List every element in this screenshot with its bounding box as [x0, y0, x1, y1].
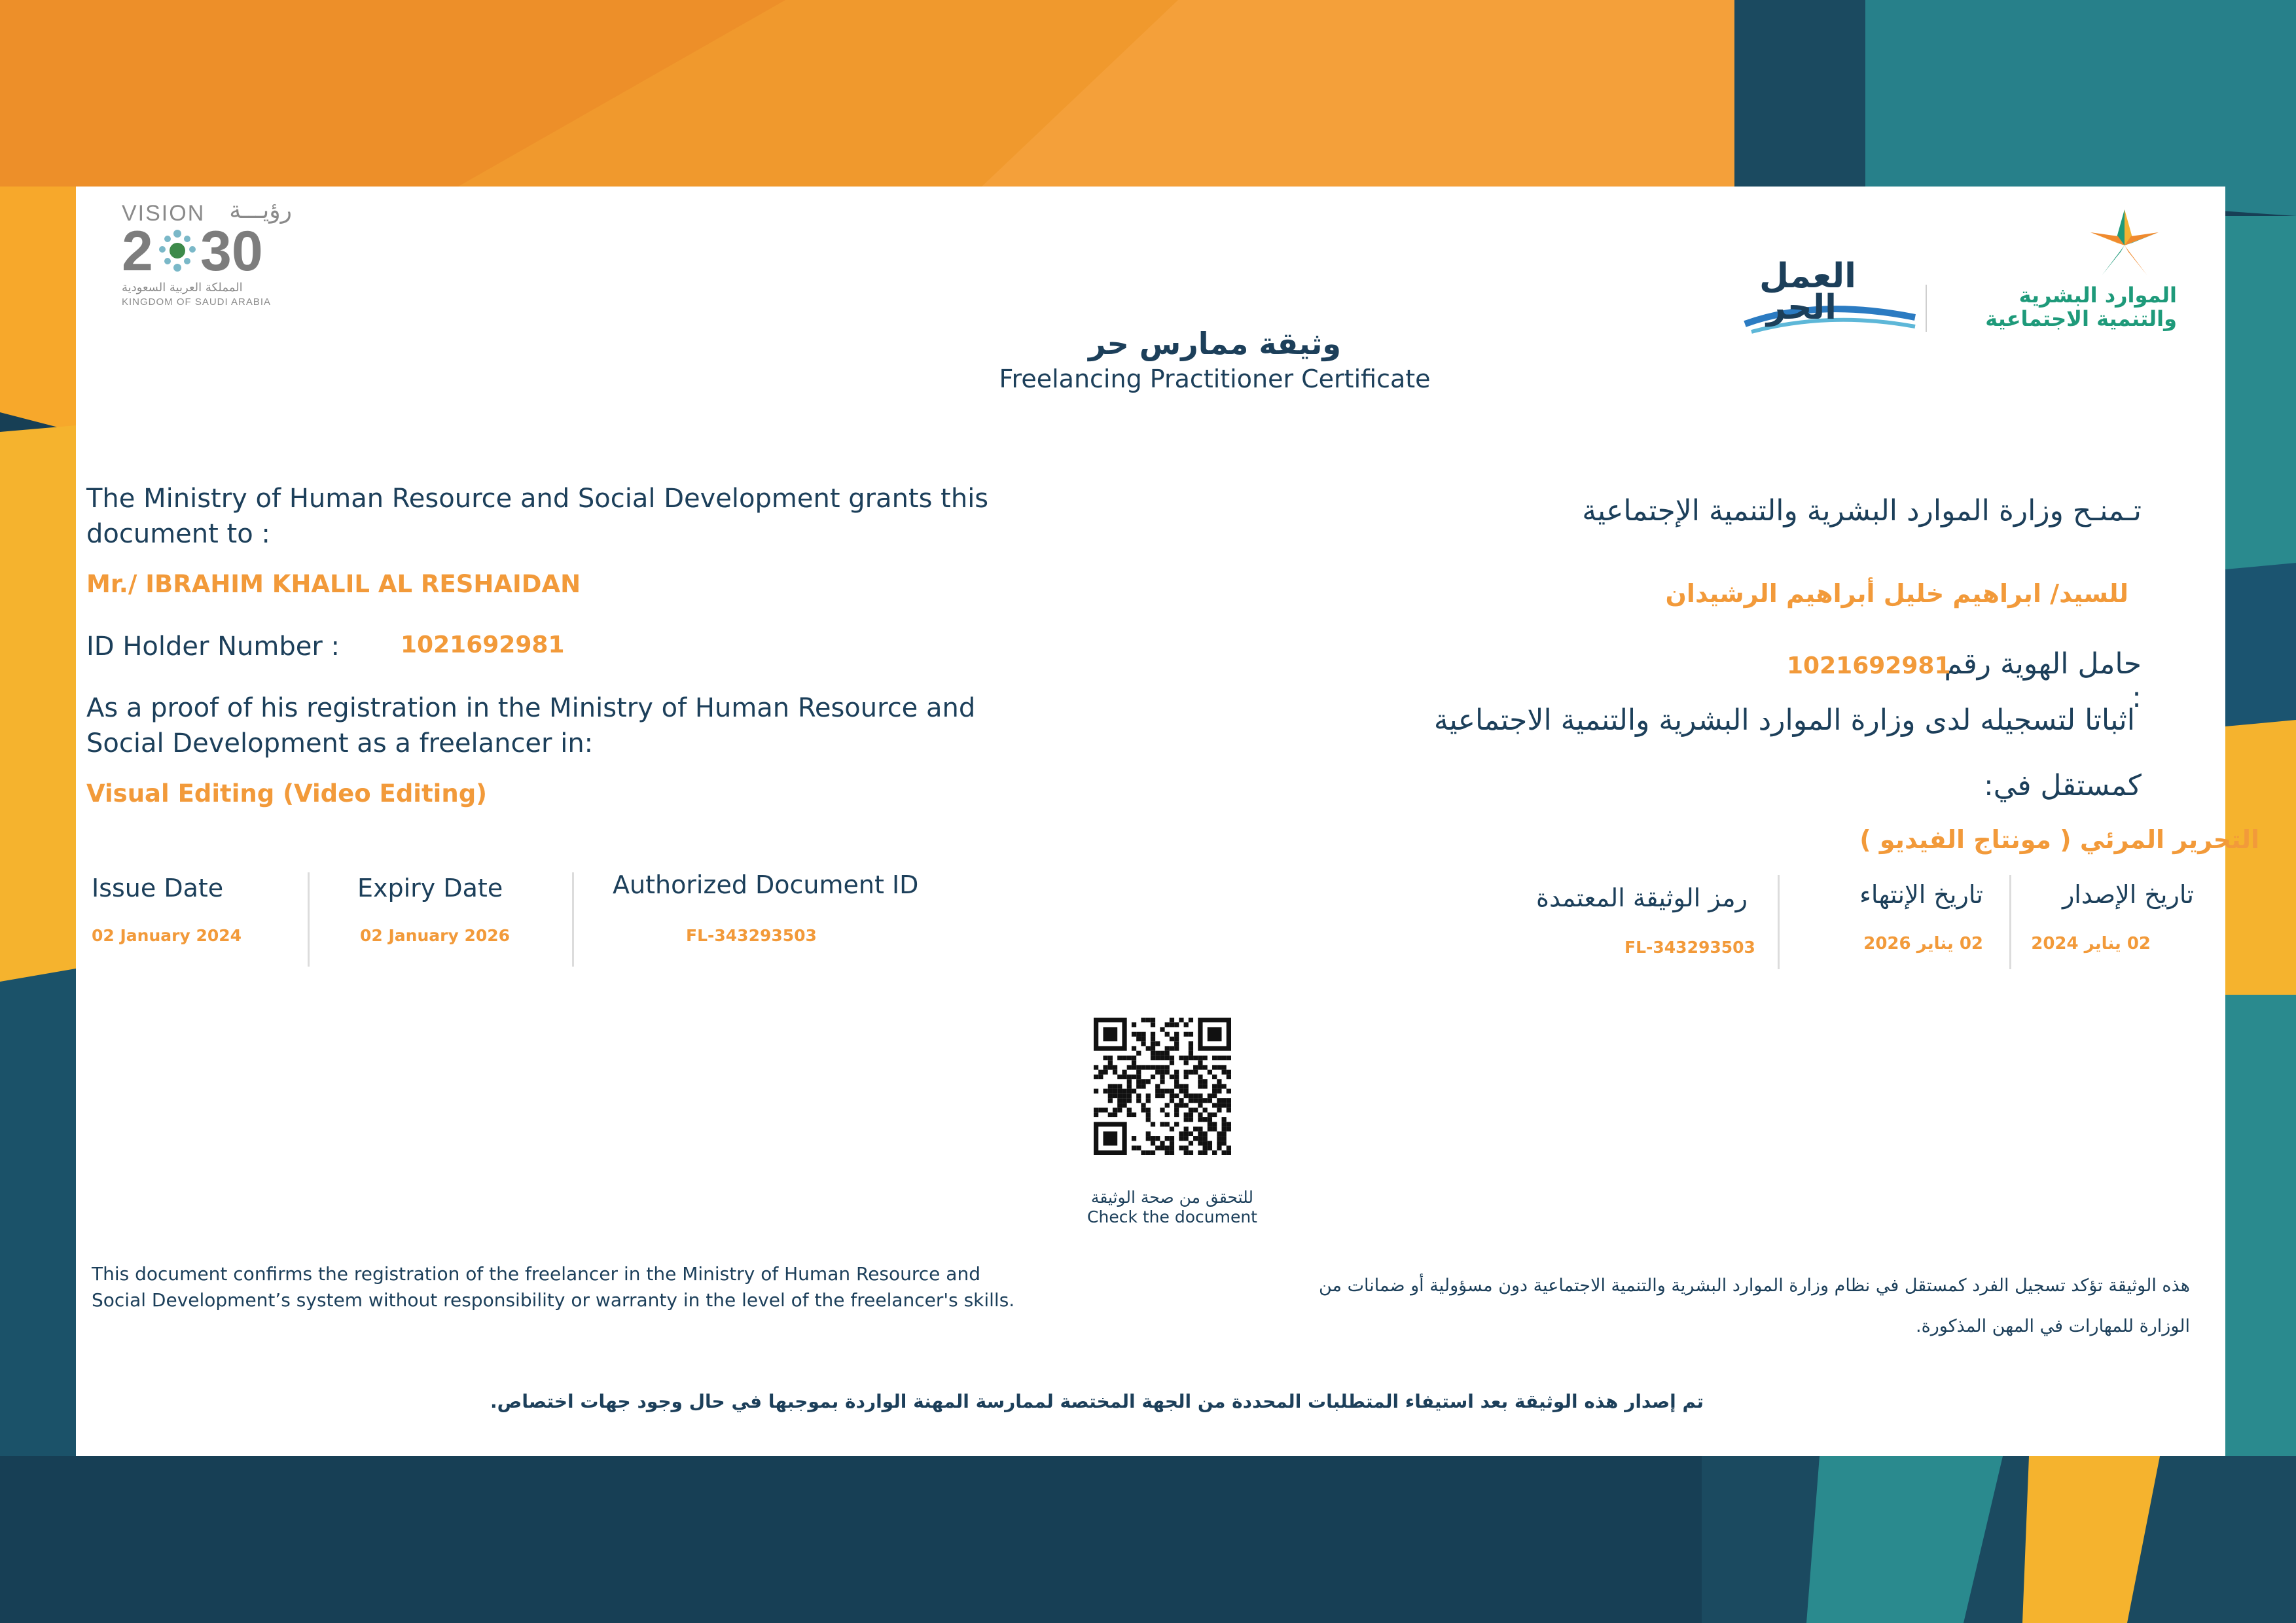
ministry-line2: والتنمية الاجتماعية	[1985, 306, 2177, 331]
logo-divider	[1926, 285, 1927, 332]
ar-profession: التحرير المرئي ( مونتاج الفيديو )	[1859, 825, 2259, 854]
ar-issue-value: 02 يناير 2024	[2031, 934, 2151, 954]
certificate-title	[927, 324, 1503, 395]
vision-year-prefix: 2	[122, 220, 153, 283]
ar-id-label: حامل الهوية رقم :	[1944, 647, 2142, 714]
ar-proof-text: اثباتا لتسجيله لدى وزارة الموارد البشرية والتنمية الاجتماعية	[1433, 704, 2135, 737]
qr-caption-english: Check the document	[1087, 1207, 1257, 1226]
en-id-value: 1021692981	[401, 632, 565, 658]
vision-2030-logo	[122, 197, 298, 312]
en-issue-label: Issue Date	[92, 874, 224, 902]
vision-arabic: رؤيـــة	[229, 197, 292, 224]
footer-note-arabic: تم إصدار هذه الوثيقة بعد استيفاء المتطلبات المحددة من الجهة المختصة لممارسة المهنة الواردة بموجبها في حال وجود جهات اختصاص.	[490, 1391, 1704, 1412]
ar-issue-label: تاريخ الإصدار	[2062, 880, 2194, 909]
free-work-line1: العمل	[1759, 257, 1856, 296]
en-expiry-label: Expiry Date	[357, 874, 503, 902]
kingdom-arabic: المملكة العربية السعودية	[122, 281, 243, 294]
en-grant-text: The Ministry of Human Resource and Social Development grants this document to :	[86, 484, 989, 549]
ar-id-value: 1021692981	[1787, 652, 1951, 679]
title-english: Freelancing Practitioner Certificate	[999, 365, 1431, 393]
qr-code[interactable]	[1094, 1018, 1231, 1155]
en-profession: Visual Editing (Video Editing)	[86, 779, 488, 808]
palm-emblem-icon	[154, 227, 200, 277]
en-docid-value: FL-343293503	[686, 926, 817, 945]
ar-grant-text: تـمنـح وزارة الموارد البشرية والتنمية الإجتماعية	[1582, 494, 2142, 527]
ar-disclaimer-line2: الوزارة للمهارات في المهن المذكورة.	[1916, 1316, 2190, 1336]
en-holder-name: Mr./ IBRAHIM KHALIL AL RESHAIDAN	[86, 570, 581, 598]
title-arabic: وثيقة ممارس حر	[1088, 326, 1341, 361]
free-work-line2: الحر	[1766, 288, 1837, 327]
en-id-label: ID Holder Number :	[86, 632, 340, 662]
free-work-logo	[1738, 259, 1922, 337]
certificate-card	[76, 187, 2259, 1456]
ministry-star-icon	[2079, 206, 2170, 285]
ar-as-freelancer: كمستقل في:	[1983, 769, 2142, 802]
en-proof-text: As a proof of his registration in the Ministry of Human Resource and Social Development as a freelancer in:	[86, 693, 976, 758]
en-date-divider-1	[308, 872, 310, 967]
en-issue-value: 02 January 2024	[92, 926, 242, 945]
vision-year-suffix: 30	[200, 220, 263, 283]
ministry-line1: الموارد البشرية	[2018, 283, 2177, 308]
ar-date-divider-2	[1778, 875, 1780, 969]
ar-expiry-value: 02 يناير 2026	[1863, 934, 1983, 954]
en-date-divider-2	[572, 872, 574, 967]
en-disclaimer: This document confirms the registration of the freelancer in the Ministry of Human Resource and Social Development’s system without responsibility or warranty in the level of the freelancer's skills.	[92, 1263, 1015, 1311]
ar-holder-name: للسيد/ ابراهيم خليل أبراهيم الرشيدان	[1665, 579, 2128, 608]
ar-docid-value: FL-343293503	[1624, 938, 1755, 957]
ar-docid-label: رمز الوثيقة المعتمدة	[1536, 883, 1748, 912]
ar-date-divider-1	[2009, 875, 2011, 969]
ministry-logo	[1941, 206, 2190, 337]
vision-word: VISION	[122, 201, 206, 226]
en-docid-label: Authorized Document ID	[613, 870, 919, 899]
ar-disclaimer-line1: هذه الوثيقة تؤكد تسجيل الفرد كمستقل في نظام وزارة الموارد البشرية والتنمية الاجتماعية دون مسؤولية أو ضمانات من	[1319, 1275, 2190, 1296]
en-expiry-value: 02 January 2026	[360, 926, 511, 945]
kingdom-english: KINGDOM OF SAUDI ARABIA	[122, 296, 272, 308]
qr-caption-arabic: للتحقق من صحة الوثيقة	[1090, 1188, 1254, 1207]
ar-expiry-label: تاريخ الإنتهاء	[1859, 880, 1983, 909]
